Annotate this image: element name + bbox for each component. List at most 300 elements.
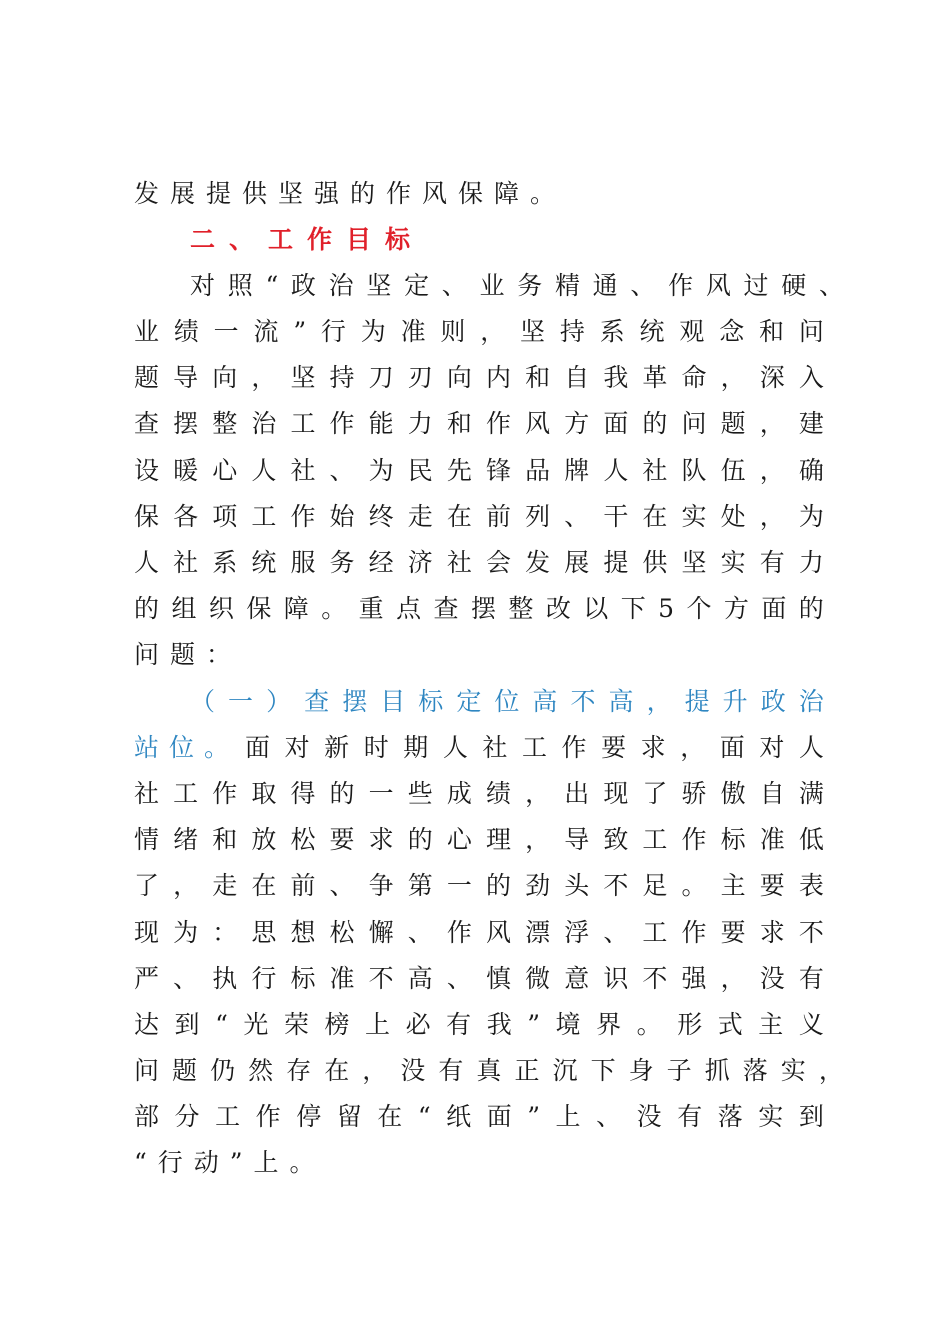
text-glyph: 查	[134, 409, 160, 438]
text-glyph: 分	[174, 1102, 200, 1131]
text-glyph: ，	[818, 1056, 844, 1085]
text-glyph: 项	[212, 502, 238, 531]
text-glyph: 准	[329, 964, 355, 993]
text-glyph: ，	[362, 1056, 388, 1085]
paragraph-line: 问题：	[134, 640, 243, 669]
text-glyph: 人	[442, 733, 468, 762]
text-glyph: 风	[525, 409, 551, 438]
section-heading: 二、工作目标	[190, 225, 425, 254]
text-glyph: 升	[722, 687, 748, 716]
text-glyph: 定	[456, 687, 482, 716]
text-glyph: 光	[243, 1010, 269, 1039]
text-glyph: 人	[251, 456, 277, 485]
text-glyph: 社	[446, 548, 472, 577]
text-glyph: 社	[134, 779, 160, 808]
text-glyph: 高	[532, 687, 558, 716]
text-glyph: 和	[212, 825, 238, 854]
text-glyph: 人	[134, 548, 160, 577]
text-glyph: 执	[212, 964, 238, 993]
text-glyph: 发	[525, 548, 551, 577]
text-glyph: 牌	[564, 456, 590, 485]
text-glyph: 慎	[485, 964, 511, 993]
text-glyph: 致	[603, 825, 629, 854]
text-glyph: 能	[368, 409, 394, 438]
text-glyph: ，	[525, 825, 551, 854]
paragraph-line: “行动”上。	[134, 1148, 326, 1177]
subsection-heading-end: 站位。	[134, 733, 240, 762]
text-glyph: 展	[564, 548, 590, 577]
text-glyph: 、	[329, 456, 355, 485]
text-glyph: 列	[525, 502, 551, 531]
text-glyph: 力	[407, 409, 433, 438]
text-glyph: 向	[212, 363, 238, 392]
paragraph-line	[134, 404, 824, 444]
text-glyph: 先	[446, 456, 472, 485]
text-glyph: 坚	[520, 317, 546, 346]
text-glyph: 没	[636, 1102, 662, 1131]
text-glyph: 榜	[324, 1010, 350, 1039]
text-glyph: ，	[646, 687, 672, 716]
text-glyph: 走	[407, 502, 433, 531]
text-glyph: 坚	[681, 548, 707, 577]
text-glyph: 有	[677, 1102, 703, 1131]
text-glyph: 建	[798, 409, 824, 438]
text-glyph: 、	[173, 964, 199, 993]
text-glyph: 设	[134, 456, 160, 485]
text-glyph: 服	[290, 548, 316, 577]
text-glyph: 实	[780, 1056, 806, 1085]
text-glyph: 在	[251, 871, 277, 900]
text-glyph: 意	[564, 964, 590, 993]
text-glyph: 心	[446, 825, 472, 854]
text-glyph: ”	[527, 1102, 541, 1131]
text-glyph: 绩	[485, 779, 511, 808]
text-glyph: 部	[134, 1102, 160, 1131]
text-glyph: ，	[525, 779, 551, 808]
text-glyph: 社	[642, 456, 668, 485]
text-glyph: 硬	[781, 271, 807, 300]
text-glyph: 以	[583, 594, 609, 623]
text-glyph: ”	[293, 317, 307, 346]
text-glyph: 向	[446, 363, 472, 392]
text-glyph: 达	[134, 1010, 160, 1039]
text-glyph: 革	[642, 363, 668, 392]
text-glyph: 然	[248, 1056, 274, 1085]
text-glyph: ，	[720, 964, 746, 993]
text-glyph: 织	[208, 594, 234, 623]
text-glyph: 工	[521, 733, 547, 762]
text-glyph: 想	[290, 918, 316, 947]
text-glyph: 为	[798, 502, 824, 531]
text-glyph: 、	[407, 918, 433, 947]
text-glyph: 不	[603, 871, 629, 900]
text-glyph: 期	[403, 733, 429, 762]
text-glyph: 式	[717, 1010, 743, 1039]
text-glyph: 政	[760, 687, 786, 716]
text-glyph: 终	[368, 502, 394, 531]
text-glyph: 的	[407, 825, 433, 854]
text-glyph: 有	[759, 548, 785, 577]
text-glyph: 社	[290, 456, 316, 485]
text-glyph: 严	[134, 964, 160, 993]
text-glyph: 情	[134, 825, 160, 854]
paragraph-line	[134, 774, 824, 814]
paragraph-line	[134, 866, 824, 906]
text-glyph: 主	[758, 1010, 784, 1039]
text-glyph: 绩	[173, 317, 199, 346]
text-glyph: 标	[418, 687, 444, 716]
text-glyph: 在	[642, 502, 668, 531]
text-glyph: 了	[642, 779, 668, 808]
text-glyph: 摆	[470, 594, 496, 623]
text-glyph: 查	[433, 594, 459, 623]
text-glyph: 了	[134, 871, 160, 900]
text-glyph: 和	[446, 409, 472, 438]
text-glyph: 准	[759, 825, 785, 854]
text-glyph: ，	[759, 409, 785, 438]
text-glyph: 高	[407, 964, 433, 993]
text-glyph: 仍	[210, 1056, 236, 1085]
paragraph-line	[134, 589, 824, 629]
text-glyph: 通	[592, 271, 618, 300]
text-glyph: 保	[246, 594, 272, 623]
text-glyph: 经	[368, 548, 394, 577]
text-glyph: 荣	[283, 1010, 309, 1039]
text-glyph: 统	[251, 548, 277, 577]
text-glyph: 一	[213, 317, 239, 346]
text-glyph: 、	[564, 502, 590, 531]
text-glyph: “	[417, 1102, 431, 1131]
text-glyph: 准	[400, 317, 426, 346]
paragraph-line	[134, 820, 824, 860]
paragraph-line	[134, 543, 824, 583]
text-glyph: 境	[555, 1010, 581, 1039]
text-glyph: 精	[554, 271, 580, 300]
text-glyph: 行	[251, 964, 277, 993]
text-glyph: 观	[679, 317, 705, 346]
text-glyph: 点	[396, 594, 422, 623]
text-glyph: 上	[555, 1102, 581, 1131]
text-glyph: 绪	[173, 825, 199, 854]
text-glyph: 工	[642, 918, 668, 947]
text-glyph: 上	[365, 1010, 391, 1039]
text-glyph: 骄	[681, 779, 707, 808]
text-glyph: 头	[564, 871, 590, 900]
text-glyph: 有	[446, 1010, 472, 1039]
text-glyph: 流	[253, 317, 279, 346]
text-glyph: ，	[759, 502, 785, 531]
text-glyph: 作	[485, 409, 511, 438]
text-glyph: 面	[486, 1102, 512, 1131]
text-glyph: 界	[596, 1010, 622, 1039]
text-glyph: 在	[377, 1102, 403, 1131]
text-glyph: 、	[596, 1102, 622, 1131]
text-glyph: 刀	[368, 363, 394, 392]
text-glyph: 要	[720, 918, 746, 947]
paragraph-line	[190, 266, 844, 306]
text-glyph: 现	[603, 779, 629, 808]
text-glyph: （	[190, 687, 216, 716]
text-glyph: 松	[329, 918, 355, 947]
paragraph-line	[134, 451, 824, 491]
text-glyph: 在	[446, 502, 472, 531]
text-glyph: 风	[705, 271, 731, 300]
paragraph-line	[134, 497, 824, 537]
text-glyph: 重	[358, 594, 384, 623]
text-glyph: 方	[564, 409, 590, 438]
text-glyph: 暖	[173, 456, 199, 485]
text-glyph: 懈	[368, 918, 394, 947]
text-glyph: 系	[212, 548, 238, 577]
text-glyph: 、	[630, 271, 656, 300]
text-glyph: 定	[404, 271, 430, 300]
text-glyph: 改	[545, 594, 571, 623]
text-glyph: 问	[134, 1056, 160, 1085]
text-glyph: 深	[759, 363, 785, 392]
text-glyph: “	[265, 271, 279, 300]
text-glyph: 作	[329, 409, 355, 438]
paragraph-line	[134, 1097, 824, 1137]
text-glyph: 作	[212, 779, 238, 808]
text-glyph: 品	[525, 456, 551, 485]
text-glyph: 有	[438, 1056, 464, 1085]
text-glyph: 放	[251, 825, 277, 854]
text-glyph: 保	[134, 502, 160, 531]
text-glyph: 要	[329, 825, 355, 854]
text-glyph: 自	[564, 363, 590, 392]
text-glyph: 题	[134, 363, 160, 392]
text-glyph: 查	[304, 687, 330, 716]
text-glyph: 不	[368, 964, 394, 993]
text-glyph: 刃	[407, 363, 433, 392]
text-glyph: 得	[290, 779, 316, 808]
text-glyph: 出	[564, 779, 590, 808]
text-glyph: 各	[173, 502, 199, 531]
text-glyph: 队	[681, 456, 707, 485]
text-glyph: 整	[508, 594, 534, 623]
text-glyph: 微	[525, 964, 551, 993]
text-glyph: 不	[798, 918, 824, 947]
text-glyph: 照	[227, 271, 253, 300]
text-glyph: 一	[228, 687, 254, 716]
text-glyph: ，	[720, 363, 746, 392]
paragraph-line	[134, 959, 824, 999]
text-glyph: 实	[758, 1102, 784, 1131]
text-glyph: 。	[321, 594, 347, 623]
text-glyph: 落	[717, 1102, 743, 1131]
text-glyph: 持	[329, 363, 355, 392]
text-glyph: 表	[798, 871, 824, 900]
text-glyph: 要	[759, 871, 785, 900]
text-glyph: ，	[251, 363, 277, 392]
text-glyph: 治	[251, 409, 277, 438]
text-glyph: ）	[266, 687, 292, 716]
text-glyph: 些	[407, 779, 433, 808]
text-glyph: 提	[684, 687, 710, 716]
text-glyph: 的	[485, 871, 511, 900]
text-glyph: 对	[284, 733, 310, 762]
text-glyph: 人	[798, 733, 824, 762]
text-glyph: 自	[759, 779, 785, 808]
text-glyph: 实	[720, 548, 746, 577]
text-glyph: 工	[290, 409, 316, 438]
text-glyph: 命	[681, 363, 707, 392]
text-glyph: 处	[720, 502, 746, 531]
text-glyph: 和	[759, 317, 785, 346]
text-glyph: 形	[677, 1010, 703, 1039]
text-glyph: 下	[620, 594, 646, 623]
text-glyph: 纸	[446, 1102, 472, 1131]
text-glyph: 理	[485, 825, 511, 854]
text-glyph: 留	[336, 1102, 362, 1131]
text-glyph: 和	[525, 363, 551, 392]
text-glyph: 现	[134, 918, 160, 947]
text-glyph: 正	[514, 1056, 540, 1085]
paragraph-line	[134, 913, 824, 953]
text-glyph: 下	[590, 1056, 616, 1085]
text-glyph: 问	[798, 317, 824, 346]
text-glyph: 义	[798, 1010, 824, 1039]
text-glyph: 为	[360, 317, 386, 346]
text-glyph: 在	[324, 1056, 350, 1085]
text-glyph: 高	[608, 687, 634, 716]
paragraph-line: 发展提供坚强的作风保障。	[134, 179, 567, 208]
paragraph-line	[134, 1051, 844, 1091]
text-glyph: 济	[407, 548, 433, 577]
text-glyph: 有	[798, 964, 824, 993]
text-glyph: 作	[255, 1102, 281, 1131]
text-glyph: 内	[485, 363, 511, 392]
text-glyph: 我	[603, 363, 629, 392]
text-glyph: 治	[798, 687, 824, 716]
paragraph-line	[134, 312, 824, 352]
text-glyph: 面	[719, 733, 745, 762]
text-glyph: 摆	[173, 409, 199, 438]
text-glyph: 工	[251, 502, 277, 531]
text-glyph: 对	[190, 271, 216, 300]
text-glyph: 摆	[342, 687, 368, 716]
text-glyph: 工	[215, 1102, 241, 1131]
text-glyph: 题	[720, 409, 746, 438]
text-glyph: 为	[173, 918, 199, 947]
text-glyph: 务	[329, 548, 355, 577]
text-glyph: ，	[480, 317, 506, 346]
text-glyph: 没	[759, 964, 785, 993]
text-glyph: 走	[212, 871, 238, 900]
text-glyph: 的	[642, 409, 668, 438]
text-glyph: 的	[329, 779, 355, 808]
text-glyph: 整	[212, 409, 238, 438]
text-glyph: 浮	[564, 918, 590, 947]
text-glyph: 始	[329, 502, 355, 531]
text-glyph: 组	[171, 594, 197, 623]
text-glyph: 身	[628, 1056, 654, 1085]
text-glyph: 低	[798, 825, 824, 854]
text-glyph: 的	[798, 594, 824, 623]
text-glyph: 5	[658, 594, 675, 623]
text-glyph: 劲	[525, 871, 551, 900]
text-glyph: 标	[290, 964, 316, 993]
text-glyph: 、	[329, 871, 355, 900]
text-glyph: 坚	[366, 271, 392, 300]
text-glyph: ：	[212, 918, 238, 947]
text-glyph: 会	[485, 548, 511, 577]
text-glyph: 锋	[485, 456, 511, 485]
text-glyph: 取	[251, 779, 277, 808]
text-glyph: 必	[405, 1010, 431, 1039]
text-glyph: 停	[296, 1102, 322, 1131]
text-glyph: 供	[642, 548, 668, 577]
text-glyph: 存	[286, 1056, 312, 1085]
text-glyph: 行	[320, 317, 346, 346]
text-glyph: 漂	[525, 918, 551, 947]
text-glyph: 位	[494, 687, 520, 716]
paragraph-line	[134, 728, 824, 768]
text-glyph: 过	[743, 271, 769, 300]
text-glyph: 力	[798, 548, 824, 577]
text-glyph: 标	[720, 825, 746, 854]
text-glyph: 。	[636, 1010, 662, 1039]
text-glyph: 我	[486, 1010, 512, 1039]
text-glyph: 问	[681, 409, 707, 438]
text-glyph: 、	[441, 271, 467, 300]
text-glyph: 沉	[552, 1056, 578, 1085]
text-glyph: 子	[666, 1056, 692, 1085]
text-glyph: ，	[173, 871, 199, 900]
text-glyph: 前	[290, 871, 316, 900]
text-glyph: 导	[173, 363, 199, 392]
text-glyph: 抓	[704, 1056, 730, 1085]
text-glyph: 作	[681, 918, 707, 947]
paragraph-line	[134, 1005, 824, 1045]
text-glyph: 傲	[720, 779, 746, 808]
text-glyph: 民	[407, 456, 433, 485]
text-glyph: 到	[174, 1010, 200, 1039]
text-glyph: 没	[400, 1056, 426, 1085]
text-glyph: 足	[642, 871, 668, 900]
text-glyph: 作	[561, 733, 587, 762]
text-glyph: 不	[642, 964, 668, 993]
text-glyph: 障	[283, 594, 309, 623]
paragraph-line	[134, 358, 824, 398]
text-glyph: 到	[798, 1102, 824, 1131]
text-glyph: 业	[134, 317, 160, 346]
text-glyph: 题	[172, 1056, 198, 1085]
text-glyph: 念	[719, 317, 745, 346]
text-glyph: 作	[681, 825, 707, 854]
text-glyph: 面	[245, 733, 271, 762]
text-glyph: 不	[570, 687, 596, 716]
text-glyph: 的	[134, 594, 160, 623]
text-glyph: 面	[761, 594, 787, 623]
text-glyph: 坚	[290, 363, 316, 392]
text-glyph: 持	[559, 317, 585, 346]
text-glyph: 政	[290, 271, 316, 300]
text-glyph: 要	[601, 733, 627, 762]
text-glyph: 实	[681, 502, 707, 531]
text-glyph: 强	[681, 964, 707, 993]
text-glyph: 、	[603, 918, 629, 947]
text-glyph: 则	[440, 317, 466, 346]
text-glyph: 识	[603, 964, 629, 993]
text-glyph: 成	[446, 779, 472, 808]
text-glyph: 一	[368, 779, 394, 808]
text-glyph: 工	[173, 779, 199, 808]
text-glyph: 落	[742, 1056, 768, 1085]
text-glyph: ”	[527, 1010, 541, 1039]
text-glyph: 面	[603, 409, 629, 438]
text-glyph: 伍	[720, 456, 746, 485]
